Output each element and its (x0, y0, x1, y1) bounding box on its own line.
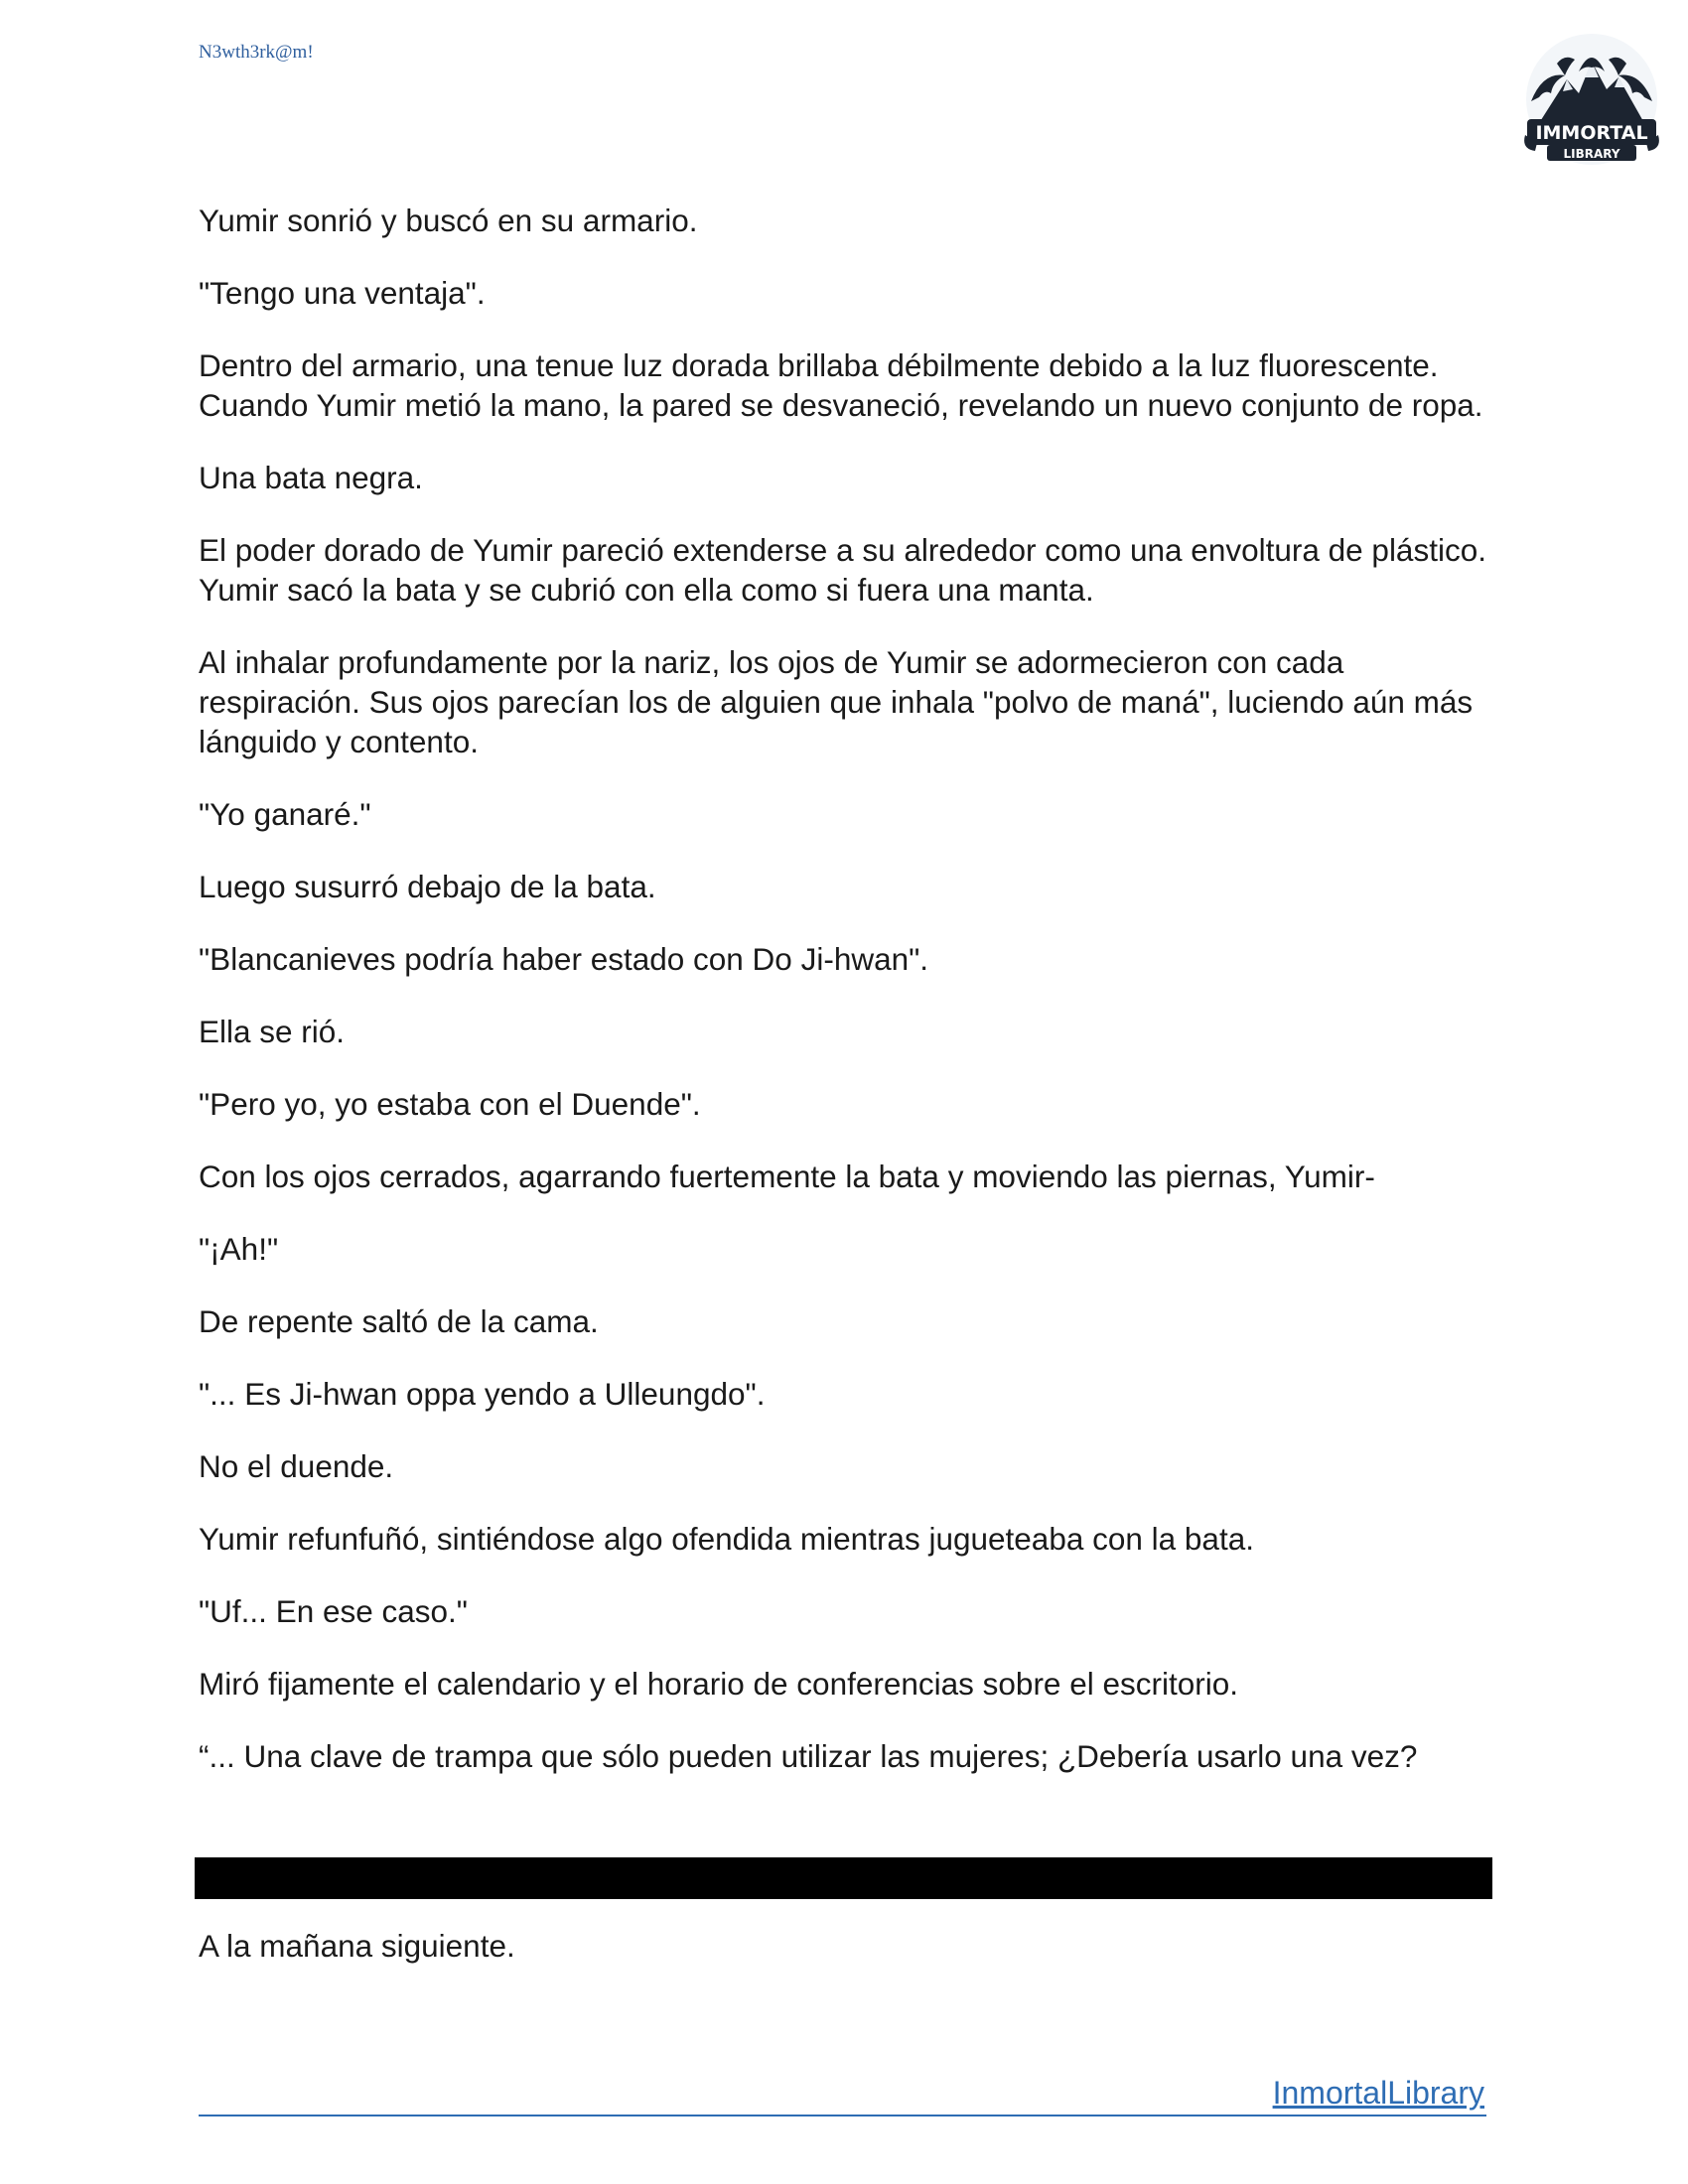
paragraph: Ella se rió. (199, 1014, 346, 1049)
paragraph: "Tengo una ventaja". (199, 275, 486, 311)
paragraph: Dentro del armario, una tenue luz dorada brillaba débilmente debido a la luz fluorescente. Cuando Yumir metió la mano, la pared se desvaneció, revelando un nuevo conjunto de ropa. (199, 347, 1483, 423)
paragraph: "... Es Ji-hwan oppa yendo a Ulleungdo". (199, 1376, 766, 1412)
logo-title-text: IMMORTAL (1535, 122, 1648, 144)
footer-rule (199, 2115, 1486, 2116)
paragraph: Luego susurró debajo de la bata. (199, 869, 656, 904)
inmortal-library-link[interactable]: InmortalLibrary (1272, 2075, 1484, 2111)
immortal-library-logo (1517, 32, 1666, 171)
chapter-body (199, 201, 1509, 1809)
paragraph: Una bata negra. (199, 460, 423, 495)
paragraph: "Pero yo, yo estaba con el Duende". (199, 1086, 701, 1122)
paragraph: Yumir sonrió y buscó en su armario. (199, 203, 698, 238)
watermark-text: N3wth3rk@m! (199, 42, 314, 63)
paragraph: "Blancanieves podría haber estado con Do Ji-hwan". (199, 941, 929, 977)
paragraph: Yumir refunfuñó, sintiéndose algo ofendida mientras jugueteaba con la bata. (199, 1521, 1254, 1557)
paragraph: "¡Ah!" (199, 1231, 279, 1267)
paragraph: No el duende. (199, 1448, 394, 1484)
paragraph: El poder dorado de Yumir pareció extenderse a su alrededor como una envoltura de plástico. Yumir sacó la bata y se cubrió con ella como si fuera una manta. (199, 532, 1486, 608)
paragraph: Con los ojos cerrados, agarrando fuertemente la bata y moviendo las piernas, Yumir- (199, 1159, 1375, 1194)
scene-break-bar (195, 1857, 1492, 1899)
paragraph: "Yo ganaré." (199, 796, 371, 832)
paragraph: De repente saltó de la cama. (199, 1303, 599, 1339)
paragraph: Al inhalar profundamente por la nariz, los ojos de Yumir se adormecieron con cada respiración. Sus ojos parecían los de alguien que inhala "polvo de maná", luciendo aún más lánguido y contento. (199, 644, 1474, 759)
logo-subtitle-text: LIBRARY (1563, 147, 1620, 161)
paragraph: “... Una clave de trampa que sólo pueden utilizar las mujeres; ¿Debería usarlo una vez? (199, 1738, 1418, 1774)
paragraph: Miró fijamente el calendario y el horario de conferencias sobre el escritorio. (199, 1666, 1239, 1702)
paragraph: "Uf... En ese caso." (199, 1593, 468, 1629)
paragraph: A la mañana siguiente. (199, 1928, 515, 1964)
